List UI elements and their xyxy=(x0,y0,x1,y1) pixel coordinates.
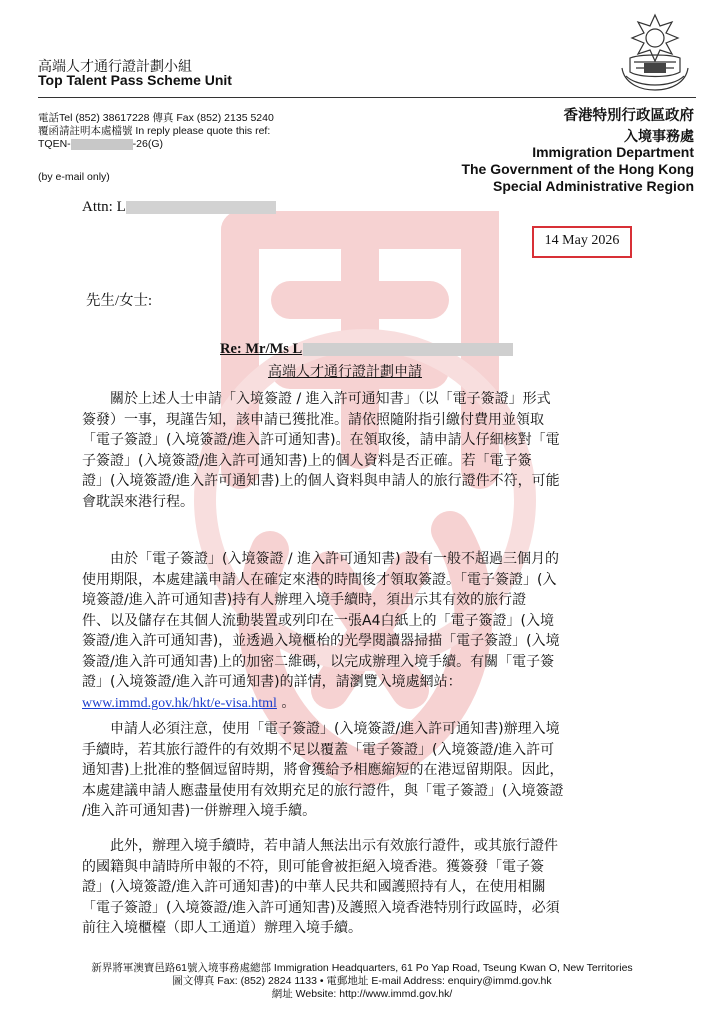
footer-address: 新界將軍澳寶邑路61號入境事務處總部 Immigration Headquarters, 61 Po Yap Road, Tseung Kwan O, New Territories xyxy=(91,962,633,974)
attention-text: Attn: L xyxy=(82,199,126,215)
paragraph-line: 證」(入境簽證/進入許可通知書)的中華人民共和國護照持有人，在使用相關 xyxy=(82,879,546,895)
delivery-method: (by e-mail only) xyxy=(38,171,110,183)
paragraph-line: 的國籍與申請時所申報的不符，則可能會被拒絕入境香港。獲簽發「電子簽 xyxy=(82,858,544,875)
redacted-block xyxy=(303,343,513,356)
salutation: 先生/女士: xyxy=(86,293,153,309)
attention-line xyxy=(82,199,276,216)
paragraph-end: 。 xyxy=(276,694,296,711)
hksar-immigration-crest-icon xyxy=(616,12,694,92)
paragraph-line xyxy=(82,693,634,715)
header-divider xyxy=(38,97,696,98)
paragraph-line: 境簽證/進入許可通知書)持有人辦理入境手續時，須出示其有效的旅行證 xyxy=(82,592,527,608)
paragraph-2 xyxy=(82,549,634,714)
tel-fax-line: 電話Tel (852) 38617228 傳真 Fax (852) 2135 5240 xyxy=(38,112,274,124)
paragraph-1 xyxy=(82,389,634,512)
department-name-zh: 入境事務處 xyxy=(624,128,694,144)
re-line xyxy=(220,341,513,358)
paragraph-line: 子簽證」(入境簽證/進入許可通知書)上的個人資料是否正確。若「電子簽 xyxy=(82,452,532,469)
paragraph-line: 件、以及儲存在其個人流動裝置或列印在一張A4白紙上的「電子簽證」(入境 xyxy=(82,612,554,629)
paragraph-4 xyxy=(82,836,634,939)
reply-quote-line: 覆函請註明本處檔號 In reply please quote this ref: xyxy=(38,125,271,137)
e-visa-link[interactable]: www.immd.gov.hk/hkt/e-visa.html xyxy=(82,695,277,711)
paragraph-line: 申請人必須注意，使用「電子簽證」(入境簽證/進入許可通知書)辦理入境 xyxy=(82,721,560,737)
government-name-en-line2: Special Administrative Region xyxy=(493,178,694,194)
paragraph-line: 簽證/進入許可通知書)，並透過入境櫃枱的光學閱讀器掃描「電子簽證」(入境 xyxy=(82,633,560,649)
reference-number xyxy=(38,138,163,151)
paragraph-3 xyxy=(82,719,634,822)
paragraph-line: 本處建議申請人應盡量使用有效期充足的旅行證件，與「電子簽證」(入境簽證 xyxy=(82,782,564,799)
paragraph-line: 使用期限，本處建議申請人在確定來港的時間後才領取簽證。「電子簽證」(入 xyxy=(82,571,557,588)
department-name-en: Immigration Department xyxy=(532,144,694,160)
paragraph-line: 此外，辦理入境手續時，若申請人無法出示有效旅行證件，或其旅行證件 xyxy=(82,838,558,854)
letter-date: 14 May 2026 xyxy=(544,233,620,248)
paragraph-line: 通知書)上批准的整個逗留時期，將會獲給予相應縮短的在港逗留期限。因此， xyxy=(82,762,564,778)
redacted-block xyxy=(71,139,133,150)
re-text: Re: Mr/Ms L xyxy=(220,341,303,357)
unit-name-zh: 高端人才通行證計劃小組 xyxy=(38,58,192,74)
paragraph-line: /進入許可通知書)一併辦理入境手續。 xyxy=(82,803,317,819)
letter-subject: 高端人才通行證計劃申請 xyxy=(268,363,422,379)
government-name-zh: 香港特別行政區政府 xyxy=(563,108,694,124)
footer-fax-email: 圖文傳真 Fax: (852) 2824 1133 • 電郵地址 E-mail Address: enquiry@immd.gov.hk xyxy=(172,975,552,987)
paragraph-line: 由於「電子簽證」(入境簽證 / 進入許可通知書) 設有一般不超過三個月的 xyxy=(82,551,559,567)
paragraph-line: 前往入境櫃檯（即人工通道）辦理入境手續。 xyxy=(82,920,362,936)
paragraph-line: 手續時，若其旅行證件的有效期不足以覆蓋「電子簽證」(入境簽證/進入許可 xyxy=(82,741,555,758)
paragraph-line: 證」(入境簽證/進入許可通知書)的詳情，請瀏覽入境處網站： xyxy=(82,674,462,690)
paragraph-line: 「電子簽證」(入境簽證/進入許可通知書)。在領取後，請申請人仔細核對「電 xyxy=(82,432,560,448)
footer-website: 網址 Website: http://www.immd.gov.hk/ xyxy=(271,988,453,1000)
paragraph-line: 關於上述人士申請「入境簽證 / 進入許可通知書」（以「電子簽證」形式 xyxy=(82,391,551,407)
paragraph-line: 會耽誤來港行程。 xyxy=(82,493,194,510)
unit-name-en: Top Talent Pass Scheme Unit xyxy=(38,72,232,88)
reference-prefix: TQEN- xyxy=(38,138,71,150)
paragraph-line: 簽發）一事，現謹告知，該申請已獲批准。請依照隨附指引繳付費用並領取 xyxy=(82,411,544,428)
paragraph-line: 證」(入境簽證/進入許可通知書)上的個人資料與申請人的旅行證件不符，可能 xyxy=(82,473,560,489)
reference-suffix: -26(G) xyxy=(132,138,164,150)
redacted-block xyxy=(126,201,276,214)
paragraph-line: 「電子簽證」(入境簽證/進入許可通知書)及護照入境香港特別行政區時，必須 xyxy=(82,899,560,916)
paragraph-line: 簽證/進入許可通知書)上的加密二維碼，以完成辦理入境手續。有關「電子簽 xyxy=(82,653,555,670)
government-name-en-line1: The Government of the Hong Kong xyxy=(461,161,694,177)
